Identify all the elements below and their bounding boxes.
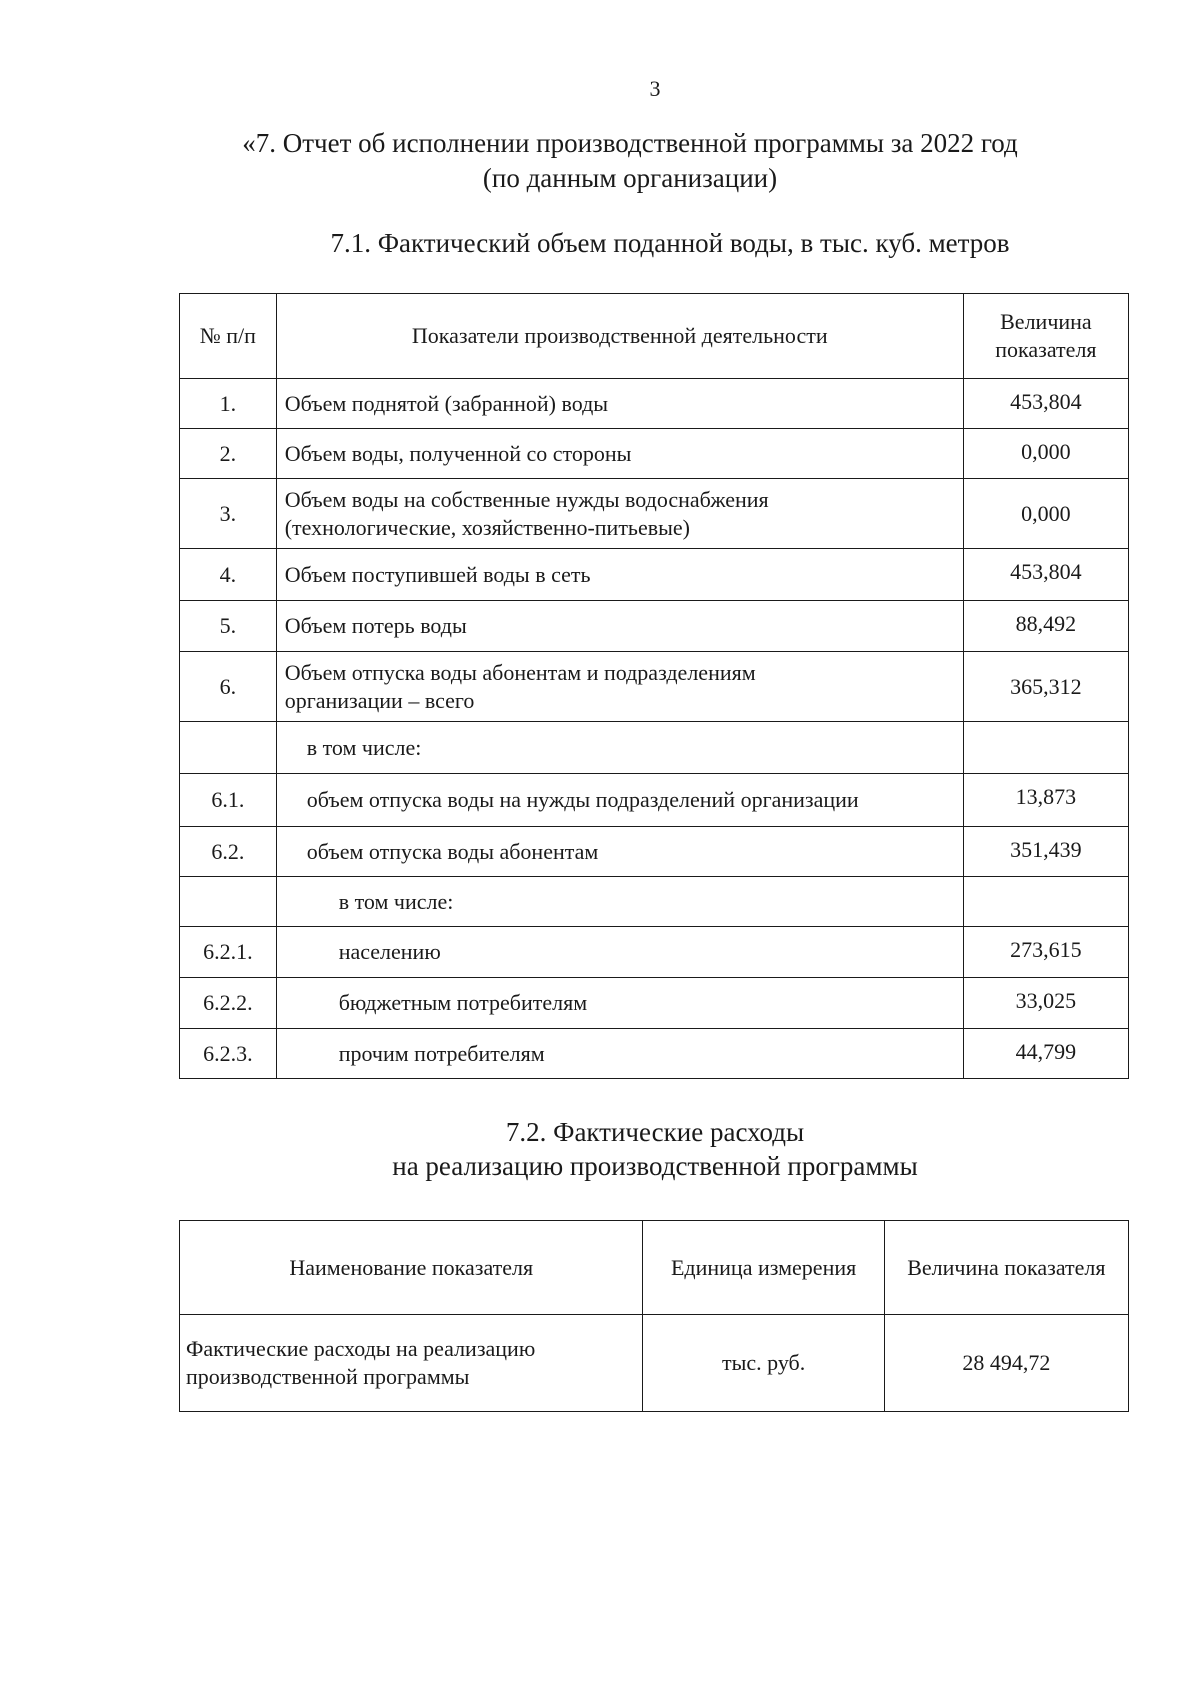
title-line-1: «7. Отчет об исполнении производственной программы за 2022 год [242, 128, 1018, 158]
row-num: 6. [180, 652, 277, 722]
row-name: Объем поступившей воды в сеть [276, 549, 963, 601]
section-2-title-line-2: на реализацию производственной программы [392, 1151, 918, 1181]
row-name-line-2: производственной программы [186, 1364, 470, 1389]
row-value: 351,439 [963, 827, 1128, 877]
row-name-line-1: Фактические расходы на реализацию [186, 1336, 536, 1361]
header-value [963, 294, 1128, 379]
header-value: Величина показателя [884, 1221, 1128, 1315]
row-num: 6.2.2. [180, 978, 277, 1029]
row-num: 3. [180, 479, 277, 549]
table-row [180, 429, 1129, 479]
page-number: 3 [649, 76, 661, 101]
table-row [180, 978, 1129, 1029]
row-name: населению [276, 927, 963, 978]
expenses-table [179, 1220, 1129, 1412]
section-1-title: 7.1. Фактический объем поданной воды, в тыс. куб. метров [330, 228, 1010, 258]
header-num: № п/п [180, 294, 277, 379]
row-value: 33,025 [963, 978, 1128, 1029]
title-line-2: (по данным организации) [482, 163, 778, 193]
water-volume-table [179, 293, 1129, 1079]
header-indicator-name: Наименование показателя [180, 1221, 643, 1315]
row-value: 0,000 [963, 479, 1128, 549]
row-name: в том числе: [276, 722, 963, 774]
row-num: 6.1. [180, 774, 277, 827]
table-row [180, 927, 1129, 978]
header-unit: Единица измерения [643, 1221, 884, 1315]
row-num: 5. [180, 601, 277, 652]
row-name: Объем поднятой (забранной) воды [276, 379, 963, 429]
row-name: бюджетным потребителям [276, 978, 963, 1029]
row-name-line-2: (технологические, хозяйственно-питьевые) [284, 514, 690, 540]
row-value: 88,492 [963, 601, 1128, 652]
row-name [276, 479, 963, 549]
table-header-row [180, 1221, 1129, 1315]
row-name-line-1: Объем отпуска воды абонентам и подразделениям [284, 659, 756, 685]
row-value: 0,000 [963, 429, 1128, 479]
row-value [963, 722, 1128, 774]
row-num [180, 877, 277, 927]
row-name: объем отпуска воды абонентам [276, 827, 963, 877]
table-row [180, 827, 1129, 877]
table-row [180, 1315, 1129, 1412]
document-title [180, 126, 1080, 196]
row-num: 1. [180, 379, 277, 429]
table-row [180, 722, 1129, 774]
row-name: Объем потерь воды [276, 601, 963, 652]
row-name: в том числе: [276, 877, 963, 927]
header-value-line-2: показателя [995, 337, 1097, 362]
section-2-title [180, 1115, 1130, 1183]
row-name: Объем воды, полученной со стороны [276, 429, 963, 479]
row-value: 28 494,72 [884, 1315, 1128, 1412]
header-indicator: Показатели производственной деятельности [276, 294, 963, 379]
row-value: 13,873 [963, 774, 1128, 827]
table-row [180, 1029, 1129, 1079]
row-num: 6.2.1. [180, 927, 277, 978]
row-num: 4. [180, 549, 277, 601]
table-row [180, 549, 1129, 601]
table-row [180, 479, 1129, 549]
table-row [180, 652, 1129, 722]
header-value-line-1: Величина [1000, 309, 1092, 334]
row-value: 453,804 [963, 379, 1128, 429]
row-name: объем отпуска воды на нужды подразделений организации [276, 774, 963, 827]
table-row [180, 379, 1129, 429]
row-value: 365,312 [963, 652, 1128, 722]
row-name [180, 1315, 643, 1412]
row-name [276, 652, 963, 722]
row-value: 44,799 [963, 1029, 1128, 1079]
row-value: 273,615 [963, 927, 1128, 978]
row-name-line-2: организации – всего [284, 687, 475, 713]
row-name-line-1: Объем воды на собственные нужды водоснабжения [284, 486, 769, 512]
row-name: прочим потребителям [276, 1029, 963, 1079]
row-value [963, 877, 1128, 927]
table-row [180, 877, 1129, 927]
row-unit: тыс. руб. [643, 1315, 884, 1412]
row-num: 6.2.3. [180, 1029, 277, 1079]
row-num [180, 722, 277, 774]
row-value: 453,804 [963, 549, 1128, 601]
row-num: 6.2. [180, 827, 277, 877]
table-header-row [180, 294, 1129, 379]
section-2-title-line-1: 7.2. Фактические расходы [505, 1117, 805, 1147]
table-row [180, 601, 1129, 652]
row-num: 2. [180, 429, 277, 479]
table-row [180, 774, 1129, 827]
